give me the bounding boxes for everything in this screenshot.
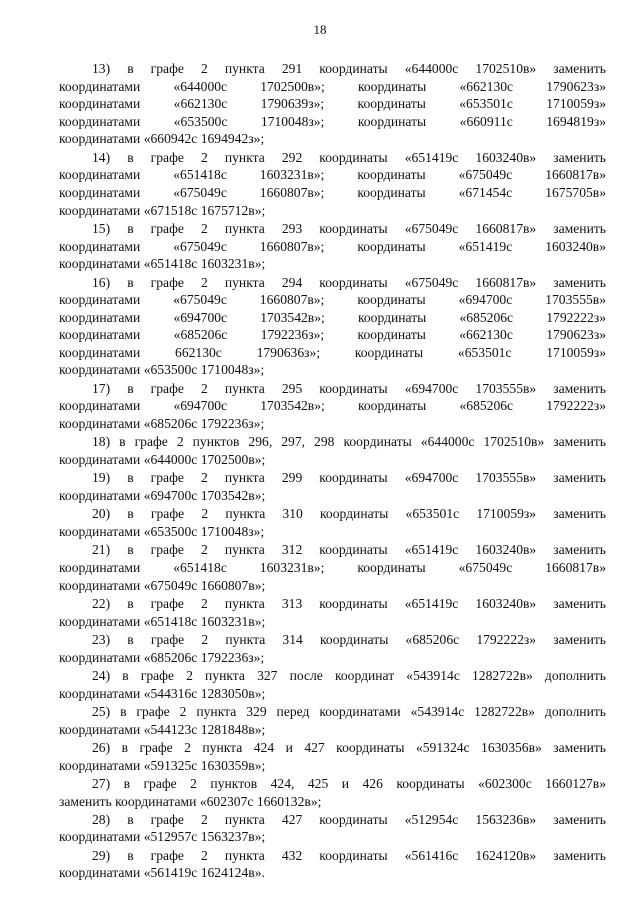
text-line: координатами «694700с 1703542в»;: [59, 488, 266, 504]
text-line: координатами «675049с 1660807в»; координаты «671454с 1675705в»: [59, 184, 606, 200]
text-line: 19) в графе 2 пункта 299 координаты «694700с 1703555в» заменить: [92, 470, 606, 486]
amendment-item: [59, 667, 606, 702]
text-line: 27) в графе 2 пунктов 424, 425 и 426 координаты «602300с 1660127в»: [92, 775, 606, 791]
amendment-item: [59, 380, 606, 433]
text-line: координатами 662130с 1790636з»; координаты «653501с 1710059з»: [59, 344, 606, 360]
text-line: 14) в графе 2 пункта 292 координаты «651419с 1603240в» заменить: [92, 149, 606, 165]
text-line: координатами «671518с 1675712в»;: [59, 202, 266, 218]
text-line: 29) в графе 2 пункта 432 координаты «561416с 1624120в» заменить: [92, 847, 606, 863]
text-line: координатами «651418с 1603231в»; координаты «675049с 1660817в»: [59, 167, 606, 183]
amendment-item: [59, 631, 606, 666]
amendment-item: [59, 541, 606, 594]
text-line: координатами «644000с 1702500в»; координаты «662130с 1790623з»: [59, 78, 606, 94]
text-line: координатами «561419с 1624124в».: [59, 865, 265, 881]
text-line: 20) в графе 2 пункта 310 координаты «653501с 1710059з» заменить: [92, 506, 606, 522]
amendment-item: [59, 220, 606, 273]
text-line: координатами «651418с 1603231в»;: [59, 256, 266, 272]
amendment-item: [59, 505, 606, 540]
text-line: 15) в графе 2 пункта 293 координаты «675049с 1660817в» заменить: [92, 220, 606, 236]
text-line: координатами «685206с 1792236з»;: [59, 649, 265, 665]
text-line: координатами «651418с 1603231в»;: [59, 613, 266, 629]
text-line: координатами «544123с 1281848в»;: [59, 721, 266, 737]
amendment-item: [59, 595, 606, 630]
text-line: координатами «694700с 1703542в»; координаты «685206с 1792222з»: [59, 309, 606, 325]
text-line: 18) в графе 2 пунктов 296, 297, 298 координаты «644000с 1702510в» заменить: [92, 434, 606, 450]
amendment-item: [59, 433, 606, 468]
document-body: [59, 60, 606, 883]
text-line: 22) в графе 2 пункта 313 координаты «651419с 1603240в» заменить: [92, 595, 606, 611]
text-line: 23) в графе 2 пункта 314 координаты «685206с 1792222з» заменить: [92, 631, 606, 647]
text-line: координатами «685206с 1792236з»; координаты «662130с 1790623з»: [59, 327, 606, 343]
text-line: координатами «660942с 1694942з»;: [59, 131, 265, 147]
text-line: координатами «694700с 1703542в»; координаты «685206с 1792222з»: [59, 398, 606, 414]
text-line: координатами «653500с 1710048з»;: [59, 524, 265, 540]
amendment-item: [59, 739, 606, 774]
text-line: 28) в графе 2 пункта 427 координаты «512954с 1563236в» заменить: [92, 811, 606, 827]
text-line: 21) в графе 2 пункта 312 координаты «651419с 1603240в» заменить: [92, 542, 606, 558]
text-line: координатами «653500с 1710048з»;: [59, 362, 265, 378]
text-line: 24) в графе 2 пункта 327 после координат «543914с 1282722в» дополнить: [92, 667, 606, 683]
amendment-item: [59, 811, 606, 846]
text-line: координатами «651418с 1603231в»; координаты «675049с 1660817в»: [59, 560, 606, 575]
text-line: координатами «512957с 1563237в»;: [59, 829, 266, 845]
text-line: 17) в графе 2 пункта 295 координаты «694700с 1703555в» заменить: [92, 380, 606, 396]
amendment-item: [59, 274, 606, 380]
text-line: координатами «662130с 1790639з»; координаты «653501с 1710059з»: [59, 96, 606, 112]
text-line: 16) в графе 2 пункта 294 координаты «675049с 1660817в» заменить: [92, 274, 606, 290]
text-line: координатами «591325с 1630359в»;: [59, 757, 266, 773]
amendment-item: [59, 60, 606, 148]
text-line: координатами «675049с 1660807в»; координаты «651419с 1603240в»: [59, 238, 606, 254]
text-line: координатами «653500с 1710048з»; координаты «660911с 1694819з»: [59, 113, 606, 129]
text-line: заменить координатами «602307с 1660132в»;: [59, 793, 322, 809]
text-line: 13) в графе 2 пункта 291 координаты «644000с 1702510в» заменить: [92, 61, 606, 76]
text-line: координатами «675049с 1660807в»; координаты «694700с 1703555в»: [59, 292, 606, 308]
page-number: 18: [313, 22, 327, 37]
text-line: координатами «644000с 1702500в»;: [59, 452, 266, 468]
text-line: координатами «544316с 1283050в»;: [59, 685, 266, 701]
amendment-item: [59, 775, 606, 810]
amendment-item: [59, 469, 606, 504]
amendment-item: [59, 847, 606, 882]
text-line: координатами «675049с 1660807в»;: [59, 577, 266, 593]
text-line: координатами «685206с 1792236з»;: [59, 416, 265, 432]
text-line: 25) в графе 2 пункта 329 перед координатами «543914с 1282722в» дополнить: [92, 703, 606, 719]
amendment-item: [59, 149, 606, 219]
text-line: 26) в графе 2 пункта 424 и 427 координаты «591324с 1630356в» заменить: [92, 739, 606, 755]
amendment-item: [59, 703, 606, 738]
